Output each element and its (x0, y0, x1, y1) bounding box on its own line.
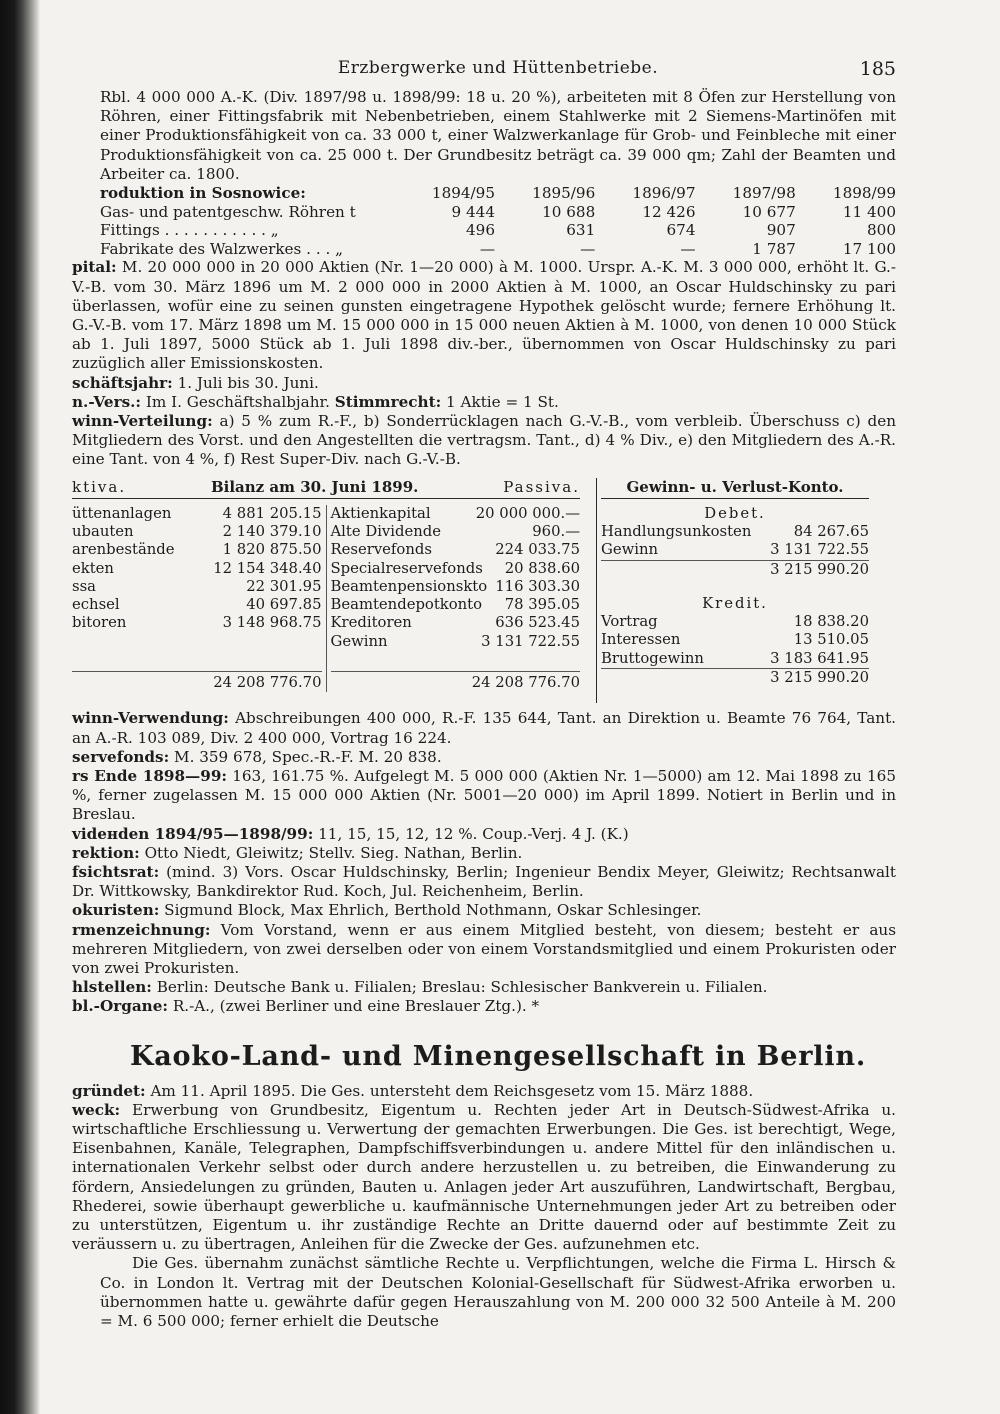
production-table (100, 184, 896, 258)
balance-item-label: Gewinn (330, 632, 388, 650)
dividends-section (72, 825, 896, 844)
balance-item-amount: 3 148 968.75 (222, 614, 322, 632)
balance-item-amount: 636 523.45 (495, 614, 580, 632)
debet-label: Debet. (704, 504, 766, 522)
balance-item-label: Reservefonds (330, 541, 432, 559)
procurists-text: Sigmund Block, Max Ehrlich, Berthold Nothmann, Oskar Schlesinger. (164, 901, 702, 920)
balance-item-amount: 20 000 000.— (475, 504, 580, 522)
production-value: — (680, 239, 696, 258)
production-value: — (580, 239, 596, 258)
purpose-text: Erwerbung von Grundbesitz, Eigentum u. Rechten jeder Art in Deutsch-Südwest-Afrika u. wirtschaftliche Erschliessung u. Verwertung der gemachten Erwerbungen. Die Ges. ist berechtigt, Wege, Eisenbahnen, Kanäle, Telegraphen, Dampfschiffsverbindungen u. andere Mittel für den inländischen u. internationalen Verkehr selbst oder durch andere herzustellen u. zu betreiben, die Einwanderung zu fördern, Ansiedelungen zu gründen, Bauten u. Anlagen jeder Art auszuführen, Landwirtschaft, Bergbau, Rhederei, sowie überhaupt gewerbliche u. kaufmännische Unternehmungen jeder Art zu betreiben oder zu unterstützen, Eigentum u. ihr zuständige Rechte an Dritte dauernd oder auf bestimmte Zeit zu veräussern u. zu übertragen, Anleihen für die Zwecke der Ges. aufzunehmen etc. (72, 1100, 896, 1254)
balance-row (72, 523, 322, 541)
directors-text: Otto Niedt, Gleiwitz; Stellv. Sieg. Nathan, Berlin. (144, 843, 523, 862)
production-row-label: Gas- und patentgeschw. Röhren (100, 202, 345, 221)
production-unit: „ (270, 221, 279, 240)
balance-row (331, 505, 581, 523)
pl-item-label: Vortrag (601, 613, 658, 631)
balance-row (331, 633, 581, 651)
balance-item-label: Beamtendepotkonto (330, 596, 483, 614)
passiva-total-row (331, 671, 581, 692)
founded-label: gründet: (72, 1081, 146, 1100)
balance-row (331, 523, 581, 541)
running-title: Erzbergwerke und Hüttenbetriebe. (337, 58, 659, 78)
production-year: 1894/95 (431, 184, 495, 203)
balance-row (72, 614, 322, 632)
price-section (72, 767, 896, 825)
activa-total-row (72, 671, 322, 692)
production-row-label: Fittings . . . . . . . . . . . (100, 221, 266, 240)
production-value: 496 (466, 221, 495, 240)
pl-row (601, 613, 869, 631)
balance-item-amount: 116 303.30 (495, 577, 580, 595)
page-number: 185 (859, 58, 896, 80)
balance-item-label: Alte Dividende (330, 522, 441, 540)
kredit-total: 3 215 990.20 (770, 669, 869, 686)
balance-item-amount: 2 140 379.10 (222, 522, 322, 540)
balance-item-label: Beamtenpensionskto (330, 577, 488, 595)
balance-sheet (72, 478, 580, 704)
balance-item-label: ekten (72, 559, 114, 577)
profit-distribution-label: winn-Verteilung: (72, 412, 213, 431)
general-meeting-section (72, 393, 896, 412)
fiscal-year-text: 1. Juli bis 30. Juni. (177, 373, 319, 392)
balance-row (72, 505, 322, 523)
production-header-row (100, 184, 896, 203)
price-label: rs Ende 1898—99: (72, 766, 227, 785)
kredit-label: Kredit. (702, 594, 768, 612)
company-title: Kaoko-Land- und Minengesellschaft in Berlin. (129, 1040, 867, 1072)
production-value: 10 688 (542, 202, 596, 221)
founded-text: Am 11. April 1895. Die Ges. untersteht dem Reichsgesetz vom 15. März 1888. (150, 1081, 754, 1100)
closing-paragraph: Die Ges. übernahm zunächst sämtliche Rechte u. Verpflichtungen, welche die Firma L. Hirsch & Co. in London lt. Vertrag mit der Deutschen Kolonial-Gesellschaft für Südwest-Afrika erworben u. übernommen hatte u. gewährte dafür gegen Herauszahlung von M. 200 000 32 500 Anteile à M. 200 = M. 6 500 000; ferner erhielt die Deutsche (100, 1254, 896, 1330)
voting-right-label: Stimmrecht: (334, 392, 442, 411)
passiva-column (327, 505, 581, 693)
directors-label: rektion: (72, 843, 140, 862)
balance-row (331, 596, 581, 614)
board-section (72, 863, 896, 901)
paying-agents-label: hlstellen: (72, 978, 152, 997)
production-value: 1 787 (752, 239, 796, 258)
balance-columns (72, 505, 580, 693)
balance-row (72, 596, 322, 614)
pl-item-amount: 3 131 722.55 (770, 541, 869, 559)
production-value: 10 677 (742, 202, 796, 221)
pl-item-label: Interessen (601, 631, 681, 649)
signature-label: rmenzeichnung: (72, 920, 211, 939)
production-value: 800 (867, 221, 896, 240)
balance-item-label: bitoren (72, 614, 127, 632)
balance-row (331, 560, 581, 578)
balance-item-label: arenbestände (72, 541, 175, 559)
production-value: 631 (566, 221, 596, 240)
production-year: 1897/98 (732, 184, 796, 203)
pl-item-amount: 3 183 641.95 (770, 649, 869, 667)
reserve-fund-label: servefonds: (72, 747, 170, 766)
capital-label: pital: (72, 258, 117, 277)
document-page (72, 58, 897, 1331)
general-meeting-label: n.-Vers.: (72, 392, 142, 411)
book-binding-shadow (0, 0, 40, 1414)
balance-item-amount: 22 301.95 (246, 577, 322, 595)
production-unit: „ (335, 239, 344, 258)
dividends-text: 11, 15, 15, 12, 12 %. Coup.-Verj. 4 J. (K.) (318, 824, 629, 843)
page-header (100, 58, 896, 88)
balance-item-amount: 12 154 348.40 (213, 559, 322, 577)
intro-paragraph: Rbl. 4 000 000 A.-K. (Div. 1897/98 u. 1898/99: 18 u. 20 %), arbeiteten mit 8 Öfen zur Herstellung von Röhren, einer Fittingsfabrik mit Nebenbetrieben, einem Stahlwerke mit 2 Siemens-Martinöfen mit einer Produktionsfähigkeit von ca. 33 000 t, einer Walzwerkanlage für Grob- und Feinbleche mit einer Produktionsfähigkeit von ca. 25 000 t. Der Grundbesitz beträgt ca. 39 000 qm; Zahl der Beamten und Arbeiter ca. 1800. (100, 88, 896, 183)
directors-section (72, 844, 896, 863)
board-label: fsichtsrat: (72, 862, 160, 881)
production-year: 1898/99 (832, 184, 896, 203)
pl-item-amount: 18 838.20 (793, 613, 869, 631)
balance-item-amount: 960.— (532, 522, 580, 540)
production-value: 9 444 (451, 202, 495, 221)
procurists-label: okuristen: (72, 901, 160, 920)
dividends-label: vidенden 1894/95—1898/99: (72, 824, 314, 843)
activa-label: ktiva. (72, 477, 127, 496)
activa-column (72, 505, 327, 693)
price-text: 163, 161.75 %. Aufgelegt M. 5 000 000 (Aktien Nr. 1—5000) am 12. Mai 1898 zu 165 %, ferner zugelassen M. 15 000 000 Aktien (Nr. 5001—20 000) im April 1899. Notiert in Berlin und in Breslau. (72, 766, 897, 824)
balance-item-amount: 78 395.05 (504, 596, 580, 614)
passiva-total: 24 208 776.70 (471, 674, 580, 691)
balance-row (331, 541, 581, 559)
pl-row (601, 523, 869, 541)
capital-section (72, 258, 896, 373)
pl-item-label: Gewinn (601, 541, 659, 559)
debet-total: 3 215 990.20 (770, 560, 869, 578)
profit-distribution-section (72, 412, 896, 470)
pl-row (601, 650, 869, 668)
kredit-total-row (601, 668, 869, 687)
profit-loss-account (596, 478, 869, 704)
production-row (100, 203, 896, 222)
profit-use-text: Abschreibungen 400 000, R.-F. 135 644, Tant. an Direktion u. Beamte 76 764, Tant. an A.-R. 103 089, Div. 2 400 000, Vortrag 16 224. (72, 709, 897, 747)
production-value: 11 400 (842, 202, 896, 221)
balance-row (72, 541, 322, 559)
production-value: 907 (766, 221, 796, 240)
balance-item-label: ubauten (72, 522, 134, 540)
balance-row (331, 614, 581, 632)
profit-use-section (72, 709, 896, 747)
balance-item-label: echsel (72, 596, 120, 614)
organs-section (72, 997, 896, 1016)
production-title: roduktion in Sosnowice: (100, 184, 306, 203)
reserve-fund-text: M. 359 678, Spec.-R.-F. M. 20 838. (174, 747, 442, 766)
production-unit: t (349, 202, 356, 221)
profit-distribution-text: a) 5 % zum R.-F., b) Sonderrücklagen nach G.-V.-B., vom verbleib. Überschuss c) den Mitgliedern des Vorst. und den Angestellten die vertragsm. Tant., d) 4 % Div., e) den Mitgliedern des A.-R. eine Tant. von 4 %, f) Rest Super-Div. nach G.-V.-B. (72, 412, 897, 469)
fiscal-year-section (72, 374, 896, 393)
paying-agents-text: Berlin: Deutsche Bank u. Filialen; Breslau: Schlesischer Bankverein u. Filialen. (156, 978, 768, 997)
organs-label: bl.-Organe: (72, 997, 168, 1016)
paying-agents-section (72, 978, 896, 997)
balance-item-amount: 4 881 205.15 (222, 504, 322, 522)
production-row (100, 221, 896, 240)
balance-item-label: Aktienkapital (330, 504, 431, 522)
pl-item-label: Bruttogewinn (601, 649, 704, 667)
profit-loss-title: Gewinn- u. Verlust-Konto. (601, 478, 869, 499)
balance-row (331, 578, 581, 596)
balance-item-amount: 3 131 722.55 (481, 632, 580, 650)
debet-total-row (601, 560, 869, 579)
balance-item-amount: 224 033.75 (495, 541, 580, 559)
balance-item-amount: 1 820 875.50 (222, 541, 322, 559)
balance-item-label: Kreditoren (330, 614, 412, 632)
voting-right-text: 1 Aktie = 1 St. (446, 392, 559, 411)
board-text: (mind. 3) Vors. Oscar Huldschinsky, Berlin; Ingenieur Bendix Meyer, Gleiwitz; Rechtsanwalt Dr. Wittkowsky, Bankdirektor Rud. Koch, Jul. Reichenheim, Berlin. (72, 862, 896, 901)
balance-title-row (72, 478, 580, 499)
production-row (100, 240, 896, 259)
fiscal-year-label: schäftsjahr: (72, 373, 173, 392)
production-year: 1895/96 (532, 184, 596, 203)
production-value: 12 426 (642, 202, 696, 221)
balance-row (72, 560, 322, 578)
pl-row (601, 631, 869, 649)
balance-item-amount: 20 838.60 (504, 559, 580, 577)
pl-item-amount: 13 510.05 (793, 631, 869, 649)
reserve-fund-section (72, 748, 896, 767)
capital-text: M. 20 000 000 in 20 000 Aktien (Nr. 1—20 000) à M. 1000. Urspr. A.-K. M. 3 000 000, erhöht lt. G.-V.-B. vom 30. März 1896 um M. 2 000 000 in 2000 Aktien à M. 1000, an Oscar Huldschinsky zu pari überlassen, wofür eine zu seinen gunsten eingetragene Hypothek gelöscht wurde; fernere Erhöhung lt. G.-V.-B. vom 17. März 1898 um M. 15 000 000 in 15 000 neuen Aktien à M. 1000, von denen 10 000 Stück ab 1. Juli 1897, 5000 Stück ab 1. Juli 1898 div.-ber., übernommen von Oscar Huldschinsky zu pari zuzüglich aller Emissionskosten. (72, 258, 897, 373)
passiva-label: Passiva. (503, 477, 580, 496)
balance-item-amount: 40 697.85 (246, 596, 322, 614)
founded-section (72, 1082, 896, 1101)
production-row-label: Fabrikate des Walzwerkes . . . (100, 239, 331, 258)
procurists-section (72, 901, 896, 920)
production-value: — (479, 239, 495, 258)
production-value: 674 (666, 221, 696, 240)
production-value: 17 100 (842, 239, 896, 258)
signature-section (72, 921, 896, 979)
purpose-section (72, 1101, 896, 1255)
balance-item-label: Specialreservefonds (330, 559, 483, 577)
pl-item-label: Handlungsunkosten (601, 522, 752, 540)
production-year: 1896/97 (632, 184, 696, 203)
pl-row (601, 541, 869, 559)
pl-item-amount: 84 267.65 (793, 522, 869, 540)
balance-item-label: üttenanlagen (72, 504, 172, 522)
balance-title: Bilanz am 30. Juni 1899. (210, 477, 419, 496)
profit-use-label: winn-Verwendung: (72, 709, 229, 728)
organs-text: R.-A., (zwei Berliner und eine Breslauer Ztg.). * (172, 997, 540, 1016)
general-meeting-text: Im I. Geschäftshalbjahr. (145, 392, 330, 411)
financial-statements (72, 477, 896, 704)
purpose-label: weck: (72, 1100, 121, 1119)
signature-text: Vom Vorstand, wenn er aus einem Mitglied besteht, von diesem; besteht er aus mehreren Mitgliedern, von zwei derselben oder von einem Vorstandsmitglied und einem Prokuristen oder von zwei Prokuristen. (72, 920, 896, 977)
activa-total: 24 208 776.70 (213, 673, 322, 691)
balance-row (72, 578, 322, 596)
balance-item-label: ssa (72, 577, 97, 595)
